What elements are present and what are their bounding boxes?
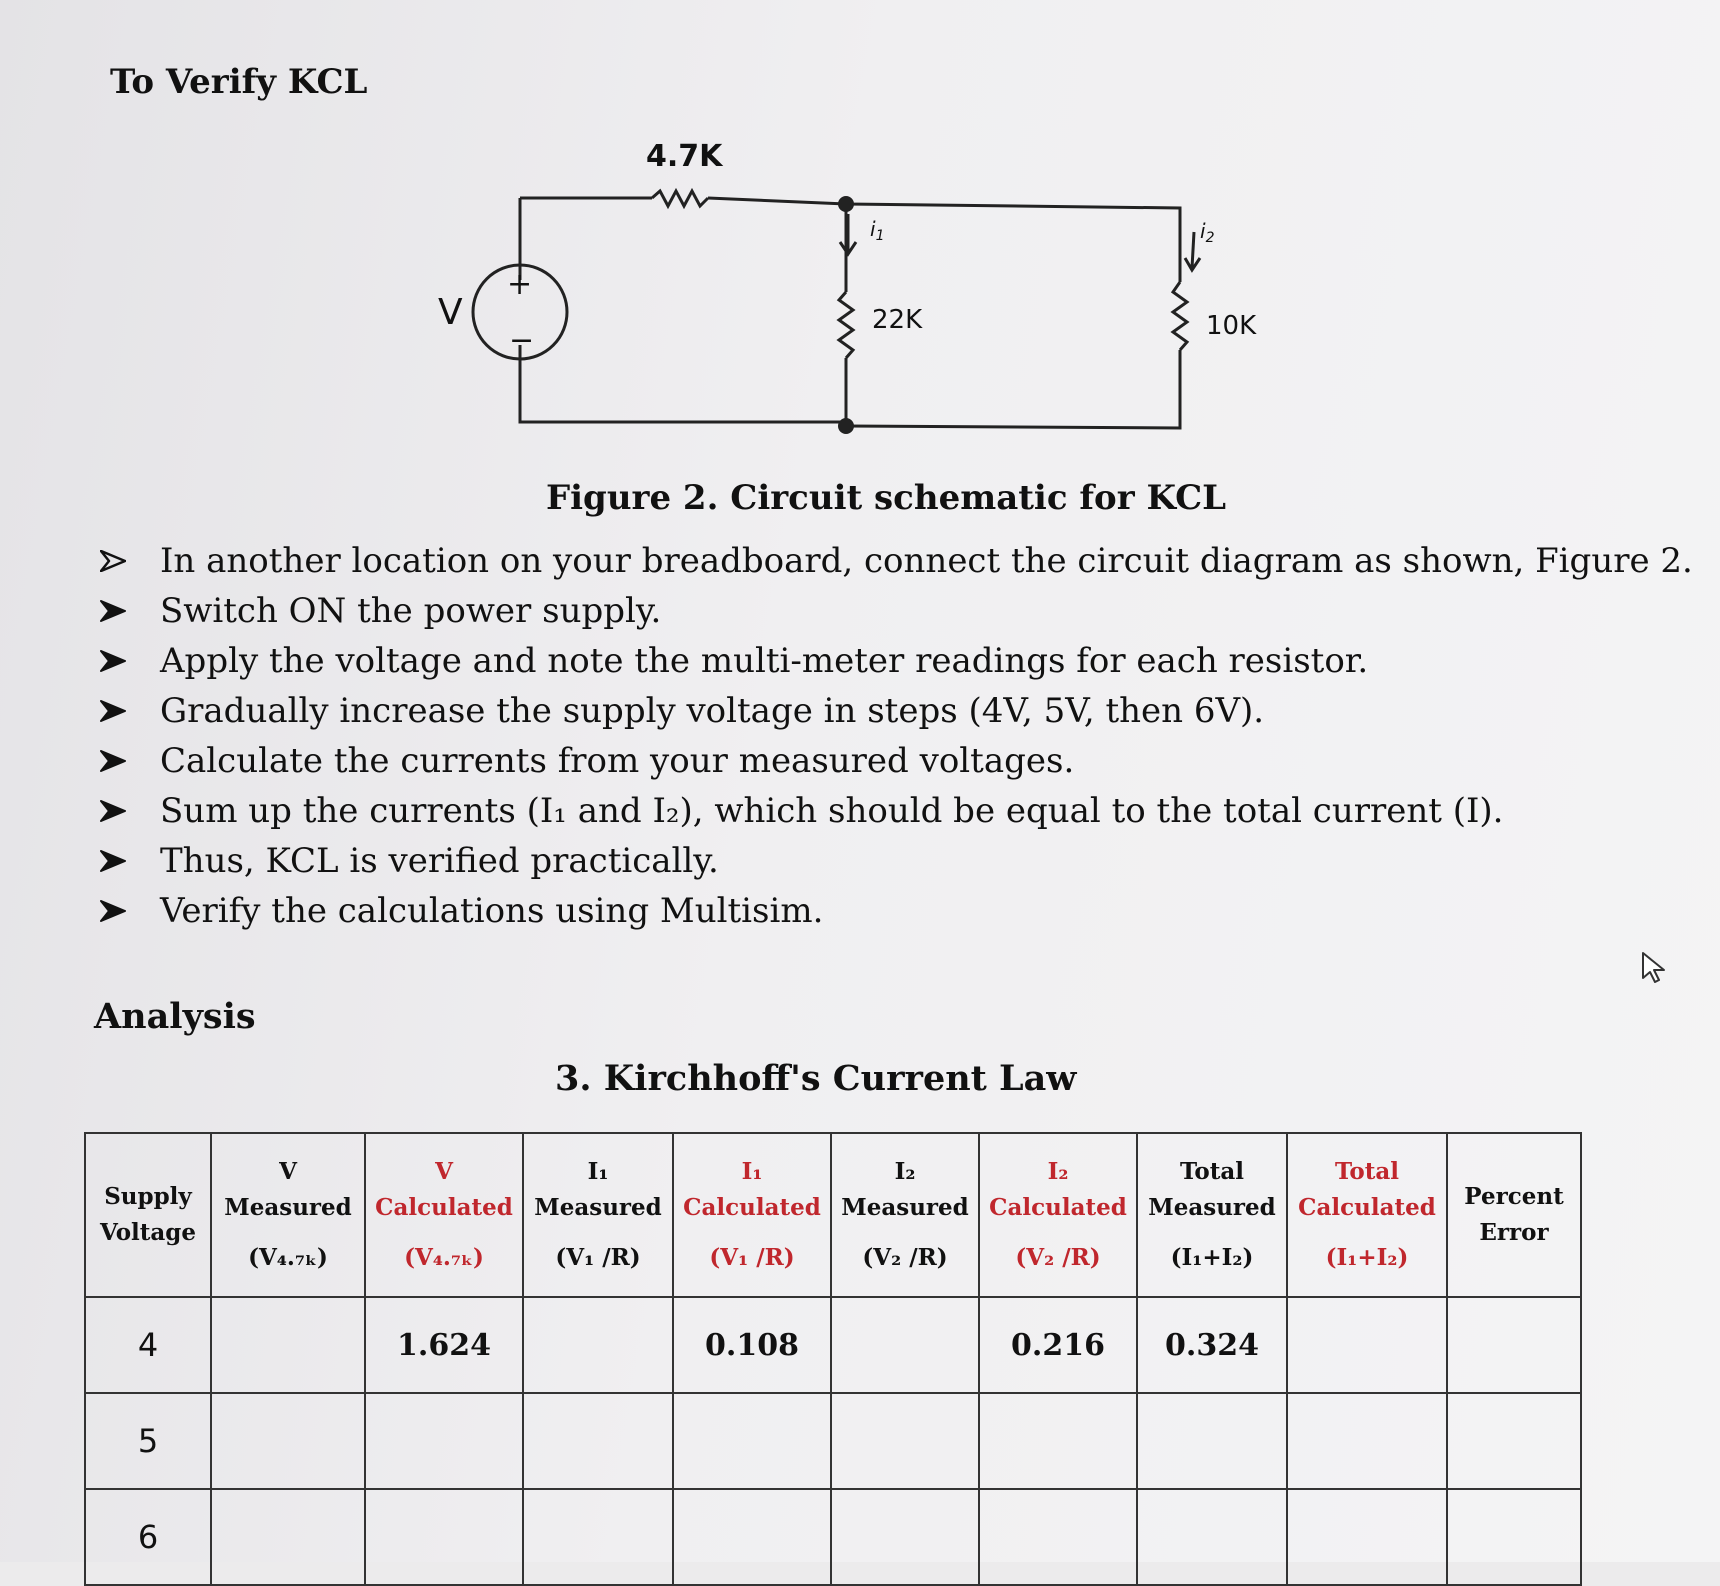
header-line: I₁: [741, 1158, 763, 1185]
header-line: I₂: [1047, 1158, 1069, 1185]
list-item: Thus, KCL is verified practically.: [100, 836, 1693, 886]
resistor-4k7-label: 4.7K: [646, 139, 723, 174]
table-body: [85, 1297, 1581, 1585]
node-bottom: [838, 418, 854, 434]
list-item: Calculate the currents from your measured voltages.: [100, 736, 1693, 786]
table-cell: [1287, 1297, 1447, 1393]
resistor-10k-symbol: [1173, 282, 1187, 350]
arrowhead-bullet-icon: [100, 600, 126, 622]
column-header: [211, 1133, 365, 1297]
arrowhead-bullet-icon: [100, 700, 126, 722]
arrowhead-bullet-icon: [100, 750, 126, 772]
i1-arrow-icon: [840, 214, 856, 254]
header-line: V: [279, 1158, 297, 1185]
table-cell: [673, 1393, 831, 1489]
header-line: Total: [1179, 1158, 1245, 1185]
resistor-10k-label: 10K: [1206, 311, 1257, 341]
kcl-data-table: [84, 1132, 1582, 1586]
i2-label: $i_2$: [1200, 219, 1215, 246]
list-item: Apply the voltage and note the multi-meter readings for each resistor.: [100, 636, 1693, 686]
header-line: V: [435, 1158, 453, 1185]
table-cell: [211, 1297, 365, 1393]
header-line: (I₁+I₂): [1170, 1244, 1254, 1271]
header-line: (V₄.₇ₖ): [404, 1244, 484, 1271]
arrowhead-bullet-icon: [100, 900, 126, 922]
column-header: [523, 1133, 673, 1297]
supply-voltage-cell: 5: [85, 1393, 211, 1489]
table-header-row: [85, 1133, 1581, 1297]
table-cell: [211, 1393, 365, 1489]
table-cell: [673, 1489, 831, 1585]
section-title: 3. Kirchhoff's Current Law: [555, 1058, 1077, 1099]
arrowhead-bullet-icon: [100, 550, 126, 572]
table-cell: [979, 1489, 1137, 1585]
header-line: (I₁+I₂): [1325, 1244, 1409, 1271]
resistor-22k-symbol: [839, 292, 853, 358]
header-line: (V₁ /R): [709, 1244, 795, 1271]
column-header: [673, 1133, 831, 1297]
table-cell: [523, 1489, 673, 1585]
table-cell: 0.108: [673, 1297, 831, 1393]
source-plus-sign: +: [507, 267, 533, 302]
column-header: [831, 1133, 979, 1297]
table-cell: [831, 1393, 979, 1489]
header-line: Calculated: [989, 1194, 1127, 1221]
header-line: (V₂ /R): [1015, 1244, 1101, 1271]
header-line: Calculated: [375, 1194, 513, 1221]
table-cell: [523, 1297, 673, 1393]
column-header: [1287, 1133, 1447, 1297]
supply-voltage-cell: 6: [85, 1489, 211, 1585]
mouse-pointer-icon: [1640, 950, 1670, 986]
header-line: Measured: [841, 1194, 969, 1221]
table-cell: [979, 1393, 1137, 1489]
header-line: (V₁ /R): [555, 1244, 641, 1271]
header-line: Calculated: [683, 1194, 821, 1221]
header-line: Error: [1479, 1219, 1549, 1246]
table-cell: [1287, 1393, 1447, 1489]
table-cell: [365, 1489, 523, 1585]
page-title: To Verify KCL: [110, 62, 368, 102]
header-line: Measured: [534, 1194, 662, 1221]
voltage-source-label: V: [438, 292, 463, 333]
column-header: [365, 1133, 523, 1297]
table-cell: [831, 1489, 979, 1585]
table-cell: 0.324: [1137, 1297, 1287, 1393]
table-cell: [1137, 1489, 1287, 1585]
header-line: I₁: [587, 1158, 609, 1185]
header-line: (V₄.₇ₖ): [248, 1244, 328, 1271]
header-line: I₂: [894, 1158, 916, 1185]
arrowhead-bullet-icon: [100, 800, 126, 822]
table-cell: [365, 1393, 523, 1489]
figure-caption: Figure 2. Circuit schematic for KCL: [546, 478, 1227, 518]
table-cell: [211, 1489, 365, 1585]
table-cell: [1447, 1489, 1581, 1585]
source-minus-sign: −: [509, 323, 535, 358]
wire-left: [520, 198, 846, 422]
header-line: Total: [1334, 1158, 1400, 1185]
wire-top-right: [708, 198, 1180, 282]
analysis-heading: Analysis: [94, 996, 256, 1037]
table-cell: [831, 1297, 979, 1393]
column-header: [979, 1133, 1137, 1297]
procedure-list: [100, 536, 1693, 936]
table-cell: [1287, 1489, 1447, 1585]
table-cell: 0.216: [979, 1297, 1137, 1393]
header-line: (V₂ /R): [862, 1244, 948, 1271]
column-header: [1137, 1133, 1287, 1297]
table-cell: 1.624: [365, 1297, 523, 1393]
table-row: [85, 1489, 1581, 1585]
list-item: Verify the calculations using Multisim.: [100, 886, 1693, 936]
header-line: Percent: [1464, 1183, 1564, 1210]
list-item: In another location on your breadboard, connect the circuit diagram as shown, Figure 2.: [100, 536, 1693, 586]
i2-arrow-icon: [1185, 232, 1200, 270]
column-header: [1447, 1133, 1581, 1297]
list-item: Sum up the currents (I₁ and I₂), which should be equal to the total current (I).: [100, 786, 1693, 836]
column-header: [85, 1133, 211, 1297]
table-row: [85, 1393, 1581, 1489]
header-line: Measured: [224, 1194, 352, 1221]
list-item: Switch ON the power supply.: [100, 586, 1693, 636]
node-top: [838, 196, 854, 212]
table-row: [85, 1297, 1581, 1393]
circuit-schematic: [0, 0, 1720, 480]
resistor-22k-label: 22K: [872, 305, 923, 335]
header-line: Supply: [104, 1183, 192, 1210]
header-line: Measured: [1148, 1194, 1276, 1221]
table-cell: [1447, 1393, 1581, 1489]
supply-voltage-cell: 4: [85, 1297, 211, 1393]
i1-label: $i_1$: [870, 217, 885, 244]
table-cell: [523, 1393, 673, 1489]
wire-right: [846, 350, 1180, 428]
arrowhead-bullet-icon: [100, 850, 126, 872]
table-cell: [1137, 1393, 1287, 1489]
table-cell: [1447, 1297, 1581, 1393]
arrowhead-bullet-icon: [100, 650, 126, 672]
header-line: Calculated: [1298, 1194, 1436, 1221]
resistor-4k7-symbol: [652, 191, 708, 206]
header-line: Voltage: [99, 1219, 197, 1246]
list-item: Gradually increase the supply voltage in steps (4V, 5V, then 6V).: [100, 686, 1693, 736]
